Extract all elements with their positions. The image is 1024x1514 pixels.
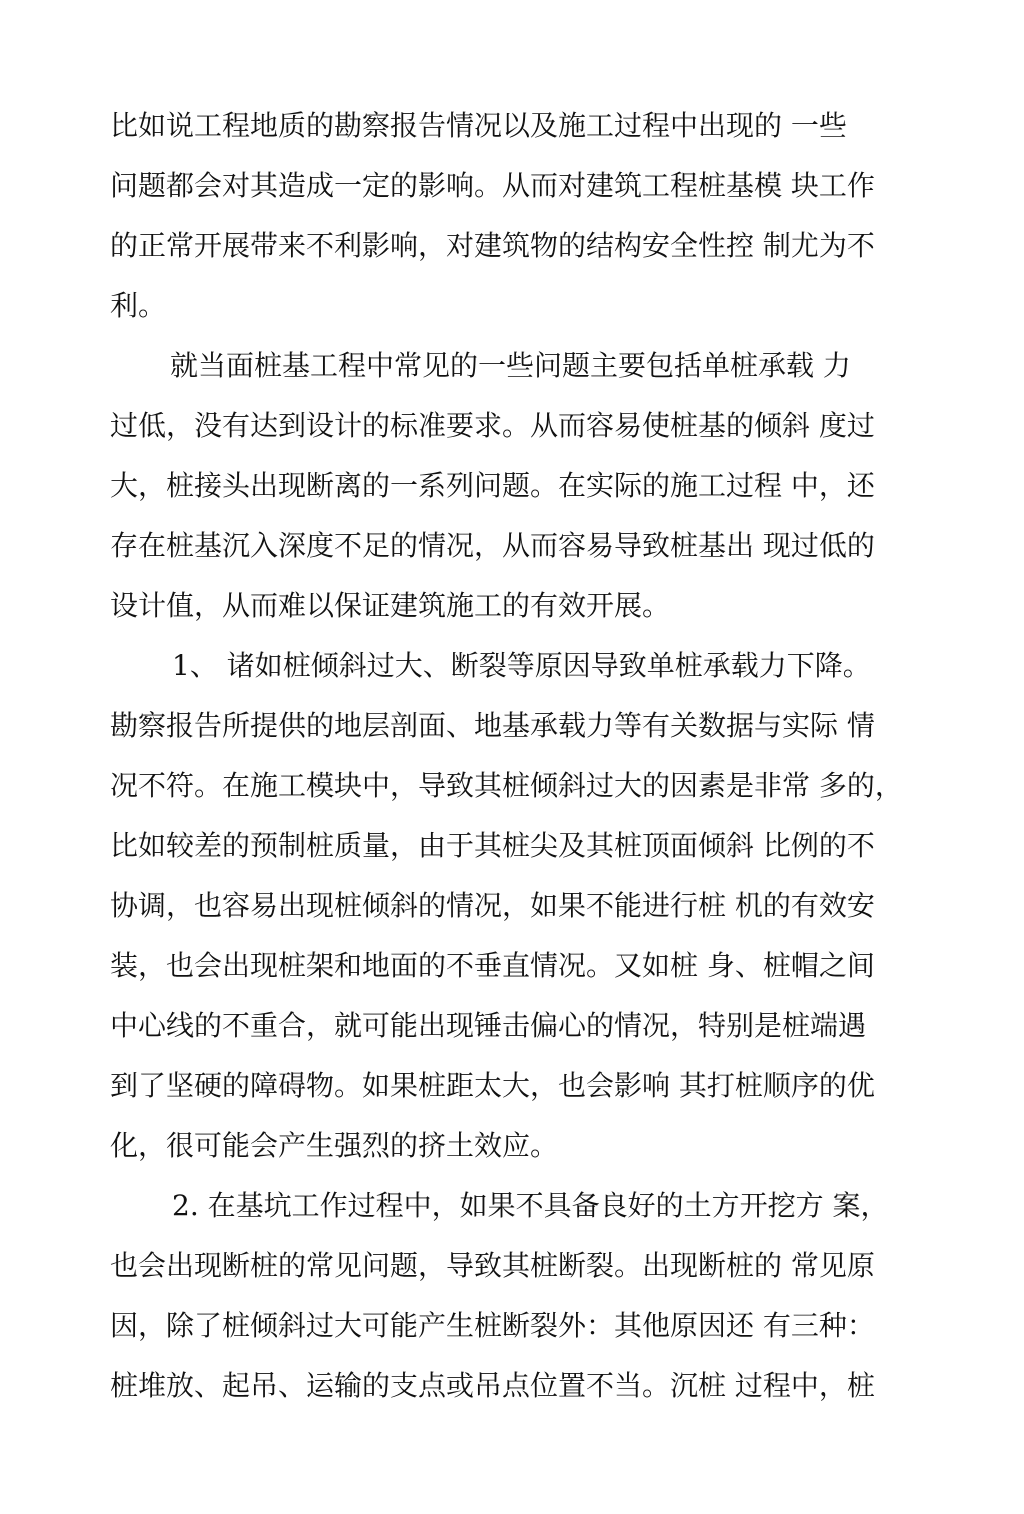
text-line: 勘察报告所提供的地层剖面、地基承载力等有关数据与实际 情 [110, 709, 875, 742]
text-line: 问题都会对其造成一定的影响。从而对建筑工程桩基模 块工作 [110, 169, 875, 202]
text-line: 到了坚硬的障碍物。如果桩距太大，也会影响 其打桩顺序的优 [110, 1069, 875, 1102]
text-line: 也会出现断桩的常见问题，导致其桩断裂。出现断桩的 常见原 [110, 1249, 875, 1282]
text-line: 桩堆放、起吊、运输的支点或吊点位置不当。沉桩 过程中，桩 [110, 1369, 875, 1402]
text-line: 比如说工程地质的勘察报告情况以及施工过程中出现的 一些 [110, 109, 847, 142]
text-line: 过低，没有达到设计的标准要求。从而容易使桩基的倾斜 度过 [110, 409, 875, 442]
text-line: 利。 [110, 289, 167, 322]
text-line: 装，也会出现桩架和地面的不垂直情况。又如桩 身、桩帽之间 [110, 949, 875, 982]
text-line: 存在桩基沉入深度不足的情况，从而容易导致桩基出 现过低的 [110, 529, 875, 562]
text-line: 化，很可能会产生强烈的挤土效应。 [110, 1129, 559, 1162]
numbered-item-2: 2. 在基坑工作过程中，如果不具备良好的土方开挖方 案， [172, 1189, 889, 1222]
text-line: 的正常开展带来不利影响，对建筑物的结构安全性控 制尤为不 [110, 229, 875, 262]
numbered-item-1: 1、 诸如桩倾斜过大、断裂等原因导致单桩承载力下降。 [172, 649, 871, 682]
paragraph-first-line: 就当面桩基工程中常见的一些问题主要包括单桩承载 力 [170, 349, 851, 382]
text-line: 因，除了桩倾斜过大可能产生桩断裂外：其他原因还 有三种： [110, 1309, 875, 1342]
text-line: 大，桩接头出现断离的一系列问题。在实际的施工过程 中，还 [110, 469, 875, 502]
text-line: 况不符。在施工模块中，导致其桩倾斜过大的因素是非常 多的， [110, 769, 903, 802]
text-line: 比如较差的预制桩质量，由于其桩尖及其桩顶面倾斜 比例的不 [110, 829, 875, 862]
text-line: 中心线的不重合，就可能出现锤击偏心的情况，特别是桩端遇 [110, 1009, 867, 1042]
text-line: 协调，也容易出现桩倾斜的情况，如果不能进行桩 机的有效安 [110, 889, 875, 922]
text-line: 设计值，从而难以保证建筑施工的有效开展。 [110, 589, 671, 622]
